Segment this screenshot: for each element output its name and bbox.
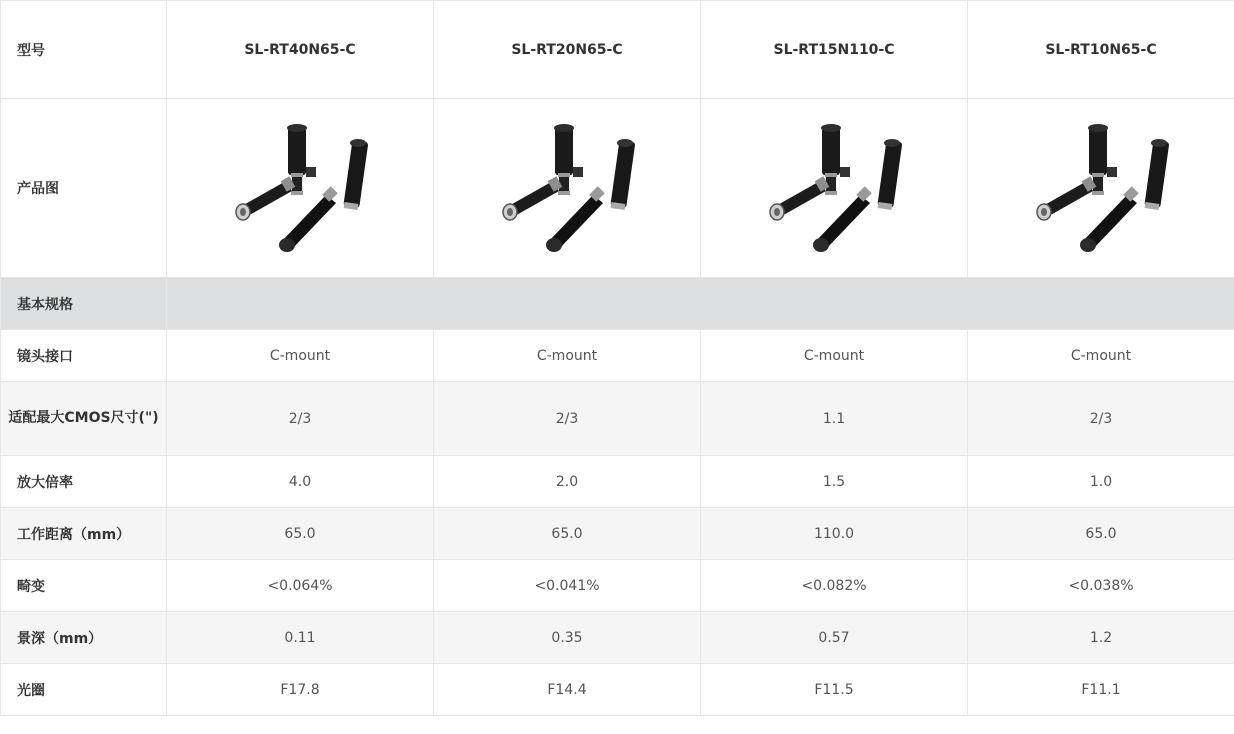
- model-name: SL-RT40N65-C: [167, 1, 434, 99]
- row-label: 型号: [1, 1, 167, 99]
- row-label: 适配最大CMOS尺寸("): [1, 382, 167, 456]
- model-row: [1, 1, 1234, 99]
- cell-value: <0.041%: [434, 560, 701, 612]
- aperture-row: [1, 664, 1234, 716]
- product-image-cell: [701, 99, 968, 278]
- cell-value: 2/3: [968, 382, 1234, 456]
- mount-row: [1, 330, 1234, 382]
- model-name: SL-RT20N65-C: [434, 1, 701, 99]
- lens-product-image: [1031, 123, 1171, 253]
- cell-value: 2/3: [434, 382, 701, 456]
- cell-value: F11.5: [701, 664, 968, 716]
- lens-product-image: [497, 123, 637, 253]
- cell-value: 65.0: [968, 508, 1234, 560]
- cell-value: 0.35: [434, 612, 701, 664]
- distortion-row: [1, 560, 1234, 612]
- product-image-cell: [968, 99, 1234, 278]
- image-row: [1, 99, 1234, 278]
- product-image-cell: [434, 99, 701, 278]
- cell-value: 4.0: [167, 456, 434, 508]
- model-name: SL-RT10N65-C: [968, 1, 1234, 99]
- sensor-row: [1, 382, 1234, 456]
- working-distance-row: [1, 508, 1234, 560]
- section-title: 基本规格: [1, 278, 167, 330]
- cell-value: F17.8: [167, 664, 434, 716]
- row-label: 景深（mm）: [1, 612, 167, 664]
- cell-value: 0.11: [167, 612, 434, 664]
- model-name: SL-RT15N110-C: [701, 1, 968, 99]
- lens-product-image: [764, 123, 904, 253]
- cell-value: 65.0: [167, 508, 434, 560]
- cell-value: C-mount: [701, 330, 968, 382]
- cell-value: 1.5: [701, 456, 968, 508]
- cell-value: 1.2: [968, 612, 1234, 664]
- cell-value: 1.1: [701, 382, 968, 456]
- cell-value: C-mount: [167, 330, 434, 382]
- cell-value: F14.4: [434, 664, 701, 716]
- row-label: 镜头接口: [1, 330, 167, 382]
- cell-value: <0.038%: [968, 560, 1234, 612]
- row-label: 光圈: [1, 664, 167, 716]
- cell-value: F11.1: [968, 664, 1234, 716]
- cell-value: 0.57: [701, 612, 968, 664]
- cell-value: 110.0: [701, 508, 968, 560]
- cell-value: <0.082%: [701, 560, 968, 612]
- cell-value: <0.064%: [167, 560, 434, 612]
- cell-value: 1.0: [968, 456, 1234, 508]
- cell-value: 65.0: [434, 508, 701, 560]
- dof-row: [1, 612, 1234, 664]
- product-image-cell: [167, 99, 434, 278]
- cell-value: C-mount: [434, 330, 701, 382]
- row-label: 放大倍率: [1, 456, 167, 508]
- cell-value: 2.0: [434, 456, 701, 508]
- row-label: 畸变: [1, 560, 167, 612]
- cell-value: C-mount: [968, 330, 1234, 382]
- row-label: 工作距离（mm）: [1, 508, 167, 560]
- lens-product-image: [230, 123, 370, 253]
- cell-value: 2/3: [167, 382, 434, 456]
- section-header-row: [1, 278, 1234, 330]
- magnification-row: [1, 456, 1234, 508]
- row-label: 产品图: [1, 99, 167, 278]
